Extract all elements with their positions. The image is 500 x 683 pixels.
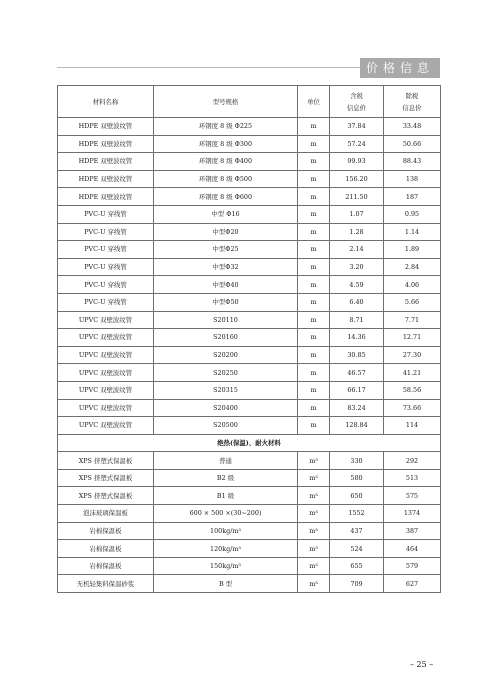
col-header-unit: 单位 xyxy=(298,86,330,118)
tax-incl-price-cell: 6.40 xyxy=(330,293,384,311)
spec-cell: B1 级 xyxy=(154,487,298,505)
unit-cell: m³ xyxy=(298,522,330,540)
table-row xyxy=(58,293,441,311)
material-name-cell: HDPE 双壁波纹管 xyxy=(58,153,154,171)
material-name-cell: UPVC 双壁波纹管 xyxy=(58,399,154,417)
spec-cell: 150kg/m³ xyxy=(154,557,298,575)
spec-cell: 环钢度 8 级 Φ300 xyxy=(154,135,298,153)
tax-incl-price-cell: 709 xyxy=(330,575,384,593)
spec-cell: 中型Φ40 xyxy=(154,276,298,294)
tax-excl-price-cell: 292 xyxy=(384,452,441,470)
material-name-cell: UPVC 双壁波纹管 xyxy=(58,329,154,347)
unit-cell: m xyxy=(298,188,330,206)
table-row xyxy=(58,223,441,241)
material-name-cell: PVC-U 穿线管 xyxy=(58,223,154,241)
spec-cell: B 型 xyxy=(154,575,298,593)
unit-cell: m³ xyxy=(298,505,330,523)
page-number: – 25 – xyxy=(410,660,434,669)
tax-excl-price-cell: 73.66 xyxy=(384,399,441,417)
tax-incl-price-cell: 30.85 xyxy=(330,346,384,364)
spec-cell: 环钢度 8 级 Φ225 xyxy=(154,118,298,136)
tax-excl-price-cell: 513 xyxy=(384,469,441,487)
unit-cell: m³ xyxy=(298,452,330,470)
tax-incl-price-cell: 655 xyxy=(330,557,384,575)
material-name-cell: PVC-U 穿线管 xyxy=(58,241,154,259)
spec-cell: S20160 xyxy=(154,329,298,347)
table-row xyxy=(58,364,441,382)
tax-excl-price-cell: 88.43 xyxy=(384,153,441,171)
table-header-row xyxy=(58,86,441,118)
header-rule xyxy=(57,67,361,68)
material-name-cell: UPVC 双壁波纹管 xyxy=(58,311,154,329)
tax-excl-price-cell: 33.48 xyxy=(384,118,441,136)
tax-incl-price-cell: 1552 xyxy=(330,505,384,523)
section-tab: 价格信息 xyxy=(360,58,440,78)
tax-incl-price-cell: 46.57 xyxy=(330,364,384,382)
unit-cell: m xyxy=(298,329,330,347)
section-row xyxy=(58,434,441,452)
spec-cell: 中型Φ50 xyxy=(154,293,298,311)
tax-excl-price-cell: 58.56 xyxy=(384,381,441,399)
table-row xyxy=(58,575,441,593)
col-header-spec: 型号规格 xyxy=(154,86,298,118)
price-table xyxy=(57,85,441,593)
table-row xyxy=(58,135,441,153)
spec-cell: B2 级 xyxy=(154,469,298,487)
table-row xyxy=(58,205,441,223)
tax-incl-price-cell: 437 xyxy=(330,522,384,540)
col-header-material-name: 材料名称 xyxy=(58,86,154,118)
tax-excl-price-cell: 41.21 xyxy=(384,364,441,382)
spec-cell: 环钢度 8 级 Φ500 xyxy=(154,170,298,188)
spec-cell: 环钢度 8 级 Φ400 xyxy=(154,153,298,171)
spec-cell: 100kg/m³ xyxy=(154,522,298,540)
table-row xyxy=(58,329,441,347)
material-name-cell: 岩棉保温板 xyxy=(58,557,154,575)
spec-cell: S20200 xyxy=(154,346,298,364)
tax-incl-price-cell: 156.20 xyxy=(330,170,384,188)
unit-cell: m xyxy=(298,135,330,153)
spec-cell: 普通 xyxy=(154,452,298,470)
tax-excl-price-cell: 114 xyxy=(384,417,441,435)
tax-excl-price-cell: 627 xyxy=(384,575,441,593)
col-header-tax-excl-price: 除税 信息价 xyxy=(384,86,441,118)
table-row xyxy=(58,346,441,364)
spec-cell: S20250 xyxy=(154,364,298,382)
tax-excl-price-cell: 187 xyxy=(384,188,441,206)
material-name-cell: UPVC 双壁波纹管 xyxy=(58,346,154,364)
material-name-cell: PVC-U 穿线管 xyxy=(58,293,154,311)
unit-cell: m xyxy=(298,118,330,136)
table-row xyxy=(58,311,441,329)
spec-cell: 600 × 500 ×(30~200) xyxy=(154,505,298,523)
material-name-cell: PVC-U 穿线管 xyxy=(58,205,154,223)
material-name-cell: PVC-U 穿线管 xyxy=(58,258,154,276)
table-row xyxy=(58,487,441,505)
tax-excl-price-cell: 1.14 xyxy=(384,223,441,241)
unit-cell: m xyxy=(298,399,330,417)
unit-cell: m xyxy=(298,205,330,223)
tax-incl-price-cell: 1.28 xyxy=(330,223,384,241)
spec-cell: S20400 xyxy=(154,399,298,417)
unit-cell: m xyxy=(298,241,330,259)
unit-cell: m xyxy=(298,223,330,241)
material-name-cell: XPS 挤塑式保温板 xyxy=(58,469,154,487)
unit-cell: m³ xyxy=(298,557,330,575)
tax-excl-price-cell: 575 xyxy=(384,487,441,505)
material-name-cell: XPS 挤塑式保温板 xyxy=(58,452,154,470)
table-row xyxy=(58,399,441,417)
spec-cell: 中型Φ20 xyxy=(154,223,298,241)
tax-incl-price-cell: 83.24 xyxy=(330,399,384,417)
material-name-cell: 岩棉保温板 xyxy=(58,540,154,558)
unit-cell: m xyxy=(298,417,330,435)
material-name-cell: HDPE 双壁波纹管 xyxy=(58,188,154,206)
tax-excl-price-cell: 4.06 xyxy=(384,276,441,294)
tax-incl-price-cell: 330 xyxy=(330,452,384,470)
tax-incl-price-cell: 650 xyxy=(330,487,384,505)
spec-cell: 中型Φ25 xyxy=(154,241,298,259)
spec-cell: 中型Φ32 xyxy=(154,258,298,276)
tax-incl-price-cell: 8.71 xyxy=(330,311,384,329)
tax-incl-price-cell: 3.20 xyxy=(330,258,384,276)
table-row xyxy=(58,469,441,487)
tax-incl-price-cell: 211.50 xyxy=(330,188,384,206)
table-row xyxy=(58,540,441,558)
table-row xyxy=(58,452,441,470)
spec-cell: 环钢度 8 级 Φ600 xyxy=(154,188,298,206)
tax-incl-price-cell: 37.84 xyxy=(330,118,384,136)
unit-cell: m xyxy=(298,293,330,311)
tax-excl-price-cell: 27.30 xyxy=(384,346,441,364)
tax-excl-price-cell: 464 xyxy=(384,540,441,558)
tax-excl-price-cell: 387 xyxy=(384,522,441,540)
unit-cell: m xyxy=(298,276,330,294)
tax-excl-price-cell: 5.66 xyxy=(384,293,441,311)
tax-incl-price-cell: 128.84 xyxy=(330,417,384,435)
tax-incl-price-cell: 99.93 xyxy=(330,153,384,171)
tax-excl-price-cell: 138 xyxy=(384,170,441,188)
material-name-cell: UPVC 双壁波纹管 xyxy=(58,381,154,399)
material-name-cell: HDPE 双壁波纹管 xyxy=(58,118,154,136)
table-row xyxy=(58,153,441,171)
spec-cell: S20315 xyxy=(154,381,298,399)
material-name-cell: 岩棉保温板 xyxy=(58,522,154,540)
table-row xyxy=(58,417,441,435)
tax-excl-price-cell: 12.71 xyxy=(384,329,441,347)
tax-incl-price-cell: 2.14 xyxy=(330,241,384,259)
tax-excl-price-cell: 1.89 xyxy=(384,241,441,259)
spec-cell: 120kg/m³ xyxy=(154,540,298,558)
tax-incl-price-cell: 1.07 xyxy=(330,205,384,223)
unit-cell: m xyxy=(298,258,330,276)
tax-excl-price-cell: 2.84 xyxy=(384,258,441,276)
tax-excl-price-cell: 579 xyxy=(384,557,441,575)
table-row xyxy=(58,258,441,276)
tax-incl-price-cell: 4.59 xyxy=(330,276,384,294)
tax-excl-price-cell: 50.66 xyxy=(384,135,441,153)
tax-excl-price-cell: 1374 xyxy=(384,505,441,523)
table-row xyxy=(58,118,441,136)
table-row xyxy=(58,505,441,523)
unit-cell: m xyxy=(298,346,330,364)
table-body xyxy=(58,118,441,593)
tax-excl-price-cell: 7.71 xyxy=(384,311,441,329)
material-name-cell: 无机轻集料保温砂浆 xyxy=(58,575,154,593)
material-name-cell: 泡沫玻璃保温板 xyxy=(58,505,154,523)
table-row xyxy=(58,381,441,399)
table-row xyxy=(58,188,441,206)
spec-cell: 中型 Φ16 xyxy=(154,205,298,223)
unit-cell: m³ xyxy=(298,487,330,505)
section-title: 绝热(保温)、耐火材料 xyxy=(58,434,441,452)
tax-incl-price-cell: 57.24 xyxy=(330,135,384,153)
material-name-cell: PVC-U 穿线管 xyxy=(58,276,154,294)
unit-cell: m³ xyxy=(298,469,330,487)
unit-cell: m xyxy=(298,170,330,188)
unit-cell: m xyxy=(298,381,330,399)
tax-incl-price-cell: 14.36 xyxy=(330,329,384,347)
material-name-cell: UPVC 双壁波纹管 xyxy=(58,364,154,382)
tax-excl-price-cell: 0.95 xyxy=(384,205,441,223)
unit-cell: m xyxy=(298,311,330,329)
tax-incl-price-cell: 524 xyxy=(330,540,384,558)
material-name-cell: HDPE 双壁波纹管 xyxy=(58,170,154,188)
spec-cell: S20110 xyxy=(154,311,298,329)
unit-cell: m xyxy=(298,364,330,382)
tax-incl-price-cell: 580 xyxy=(330,469,384,487)
table-row xyxy=(58,276,441,294)
unit-cell: m xyxy=(298,153,330,171)
table-row xyxy=(58,170,441,188)
spec-cell: S20500 xyxy=(154,417,298,435)
table-row xyxy=(58,522,441,540)
table-row xyxy=(58,241,441,259)
table-row xyxy=(58,557,441,575)
material-name-cell: HDPE 双壁波纹管 xyxy=(58,135,154,153)
unit-cell: m³ xyxy=(298,540,330,558)
tax-incl-price-cell: 66.17 xyxy=(330,381,384,399)
material-name-cell: UPVC 双壁波纹管 xyxy=(58,417,154,435)
col-header-tax-incl-price: 含税 信息价 xyxy=(330,86,384,118)
material-name-cell: XPS 挤塑式保温板 xyxy=(58,487,154,505)
unit-cell: m³ xyxy=(298,575,330,593)
